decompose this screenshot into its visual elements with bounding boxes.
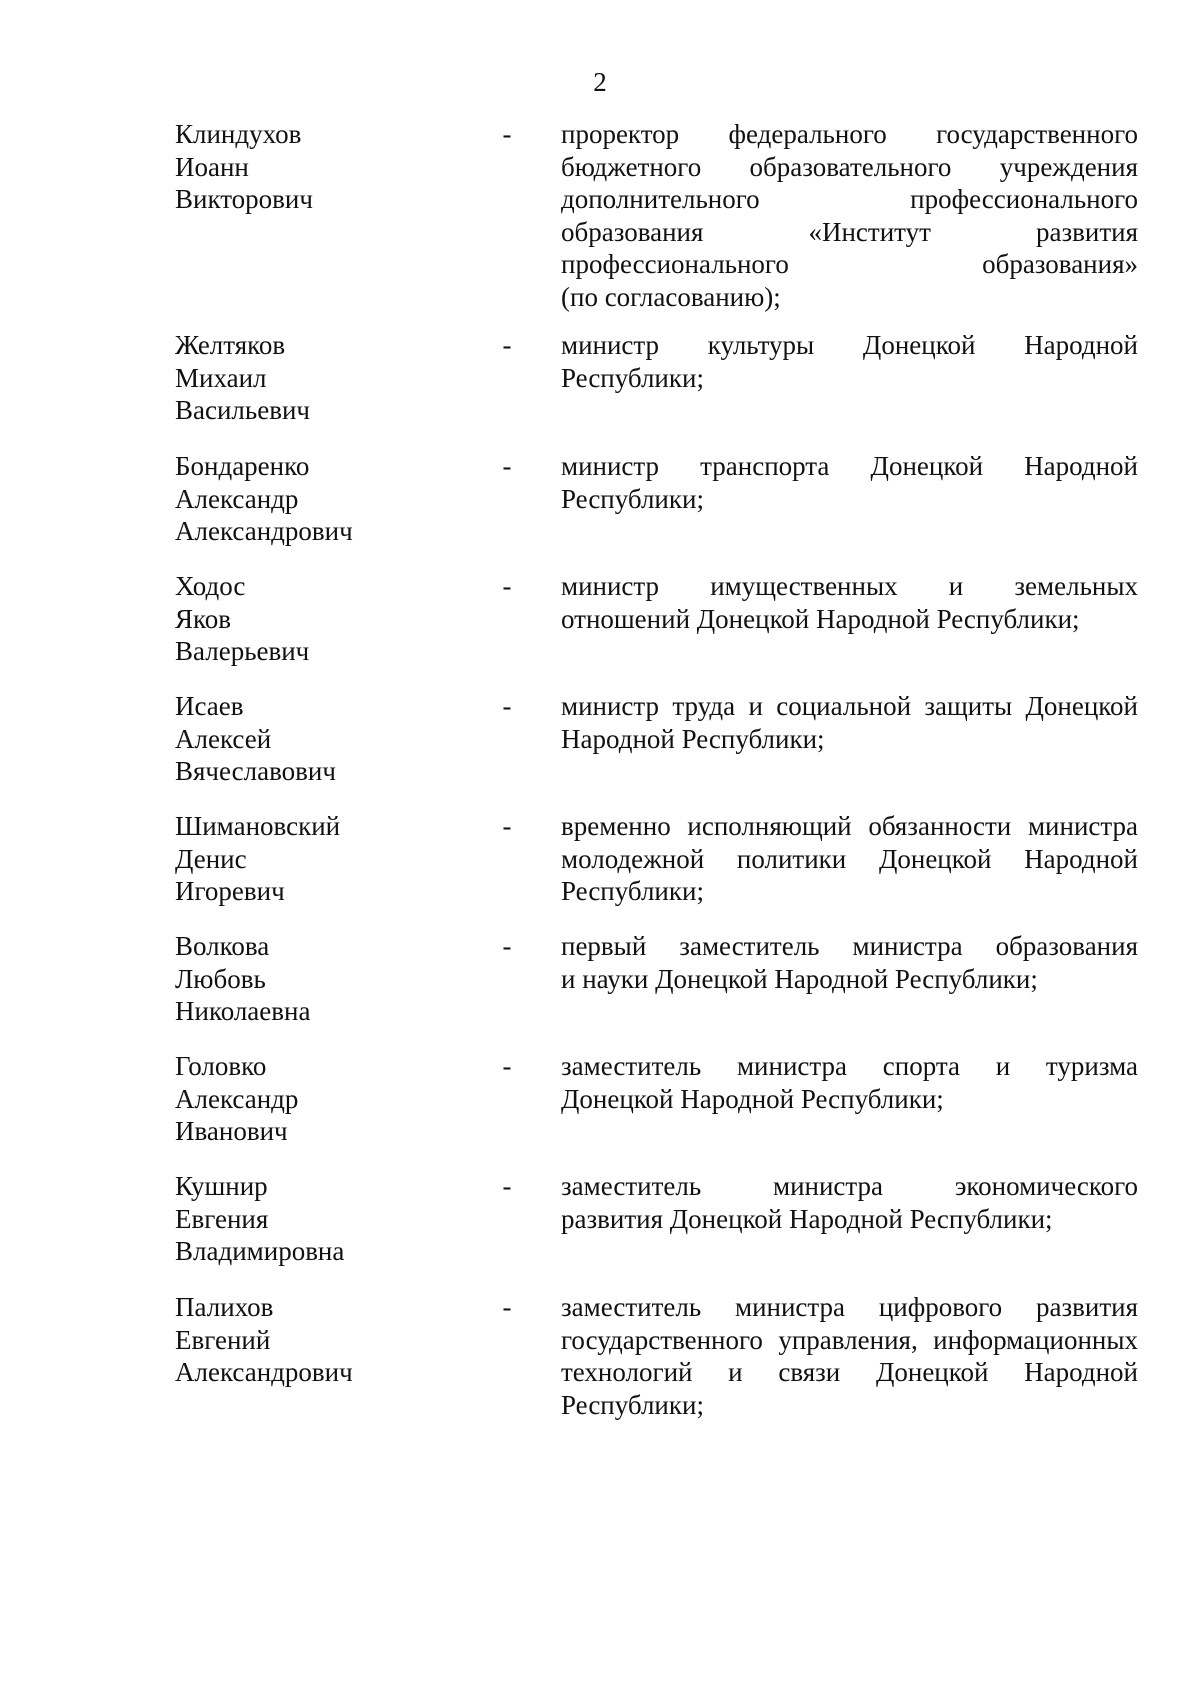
member-name (175, 1170, 495, 1268)
member-position (561, 1291, 1138, 1421)
member-name-line: Михаил (175, 362, 267, 393)
member-name-line: Волкова (175, 931, 270, 961)
member-name-line: Денис (175, 843, 247, 874)
member-position-line: Республики; (561, 876, 704, 906)
member-name-line: Игоревич (175, 876, 285, 906)
member-position-line: министр имущественных и земельных (561, 571, 1138, 601)
member-name-line: Викторович (175, 184, 313, 214)
entry-dash: - (502, 571, 512, 601)
entry-dash: - (502, 1292, 512, 1322)
member-name-line: Шимановский (175, 811, 341, 841)
member-name-line: Кушнир (175, 1171, 268, 1201)
member-position-line: бюджетного образовательного учреждения (561, 151, 1138, 182)
member-position (561, 118, 1138, 313)
member-position-line: Донецкой Народной Республики; (561, 1083, 944, 1114)
member-name (175, 1291, 495, 1389)
member-name (175, 570, 495, 668)
member-name (175, 450, 495, 548)
member-name-line: Головко (175, 1051, 267, 1081)
member-position (561, 329, 1138, 394)
entry-dash: - (502, 451, 512, 481)
member-position-line: отношений Донецкой Народной Республики; (561, 603, 1080, 634)
member-position-line: молодежной политики Донецкой Народной (561, 843, 1138, 874)
member-position (561, 1170, 1138, 1235)
member-position-line: развития Донецкой Народной Республики; (561, 1203, 1053, 1234)
entry-dash: - (502, 1171, 512, 1201)
member-name-line: Исаев (175, 691, 244, 721)
member-position-line: временно исполняющий обязанности министра (561, 811, 1138, 841)
member-position-line: заместитель министра экономического (561, 1171, 1138, 1201)
member-name-line: Ходос (175, 571, 246, 601)
member-position (561, 450, 1138, 515)
member-position-line: государственного управления, информационных (561, 1324, 1138, 1355)
member-name-line: Любовь (175, 963, 266, 994)
member-name (175, 1050, 495, 1148)
member-position-line: и науки Донецкой Народной Республики; (561, 963, 1038, 994)
member-position-line: Народной Республики; (561, 723, 825, 754)
member-position-line: образования «Институт развития (561, 216, 1138, 247)
member-position-line: министр труда и социальной защиты Донецкой (561, 691, 1138, 721)
member-name-line: Евгений (175, 1324, 271, 1355)
member-position-line: министр культуры Донецкой Народной (561, 330, 1138, 360)
member-position-line: Республики; (561, 362, 704, 393)
member-name-line: Вячеславович (175, 756, 336, 786)
member-name (175, 930, 495, 1028)
member-name-line: Валерьевич (175, 636, 310, 666)
member-name-line: Васильевич (175, 395, 310, 425)
member-name-line: Александрович (175, 1357, 353, 1387)
member-position (561, 810, 1138, 908)
member-position (561, 930, 1138, 995)
member-name-line: Николаевна (175, 996, 311, 1026)
member-name-line: Александр (175, 1083, 299, 1114)
member-name-line: Клиндухов (175, 119, 302, 149)
member-position-line: технологий и связи Донецкой Народной (561, 1357, 1138, 1387)
member-name (175, 329, 495, 427)
member-name (175, 690, 495, 788)
member-position-line: заместитель министра цифрового развития (561, 1292, 1138, 1322)
member-name-line: Иоанн (175, 151, 249, 182)
entry-dash: - (502, 811, 512, 841)
member-position-line: Республики; (561, 1389, 704, 1420)
member-position-line: министр транспорта Донецкой Народной (561, 451, 1138, 481)
member-position (561, 1050, 1138, 1115)
member-position-line: профессионального образования» (561, 249, 1138, 279)
member-name (175, 118, 495, 216)
member-name-line: Желтяков (175, 330, 286, 360)
page-number: 2 (593, 67, 607, 97)
entry-dash: - (502, 119, 512, 149)
entry-dash: - (502, 1051, 512, 1081)
member-name-line: Палихов (175, 1292, 274, 1322)
member-position-line: заместитель министра спорта и туризма (561, 1051, 1138, 1081)
member-position-line: первый заместитель министра образования (561, 931, 1138, 961)
member-position (561, 570, 1138, 635)
member-name-line: Алексей (175, 723, 272, 754)
member-position-line: Республики; (561, 483, 704, 514)
member-position-line: дополнительного профессионального (561, 184, 1138, 214)
member-name-line: Иванович (175, 1116, 288, 1146)
entry-dash: - (502, 330, 512, 360)
member-name-line: Александрович (175, 516, 353, 546)
member-name-line: Бондаренко (175, 451, 310, 481)
member-name-line: Владимировна (175, 1236, 345, 1266)
entry-dash: - (502, 931, 512, 961)
member-name (175, 810, 495, 908)
member-position-line: проректор федерального государственного (561, 119, 1138, 149)
member-position-line: (по согласованию); (561, 281, 781, 312)
entry-dash: - (502, 691, 512, 721)
member-name-line: Яков (175, 603, 232, 634)
member-name-line: Александр (175, 483, 299, 514)
member-position (561, 690, 1138, 755)
member-name-line: Евгения (175, 1203, 269, 1234)
